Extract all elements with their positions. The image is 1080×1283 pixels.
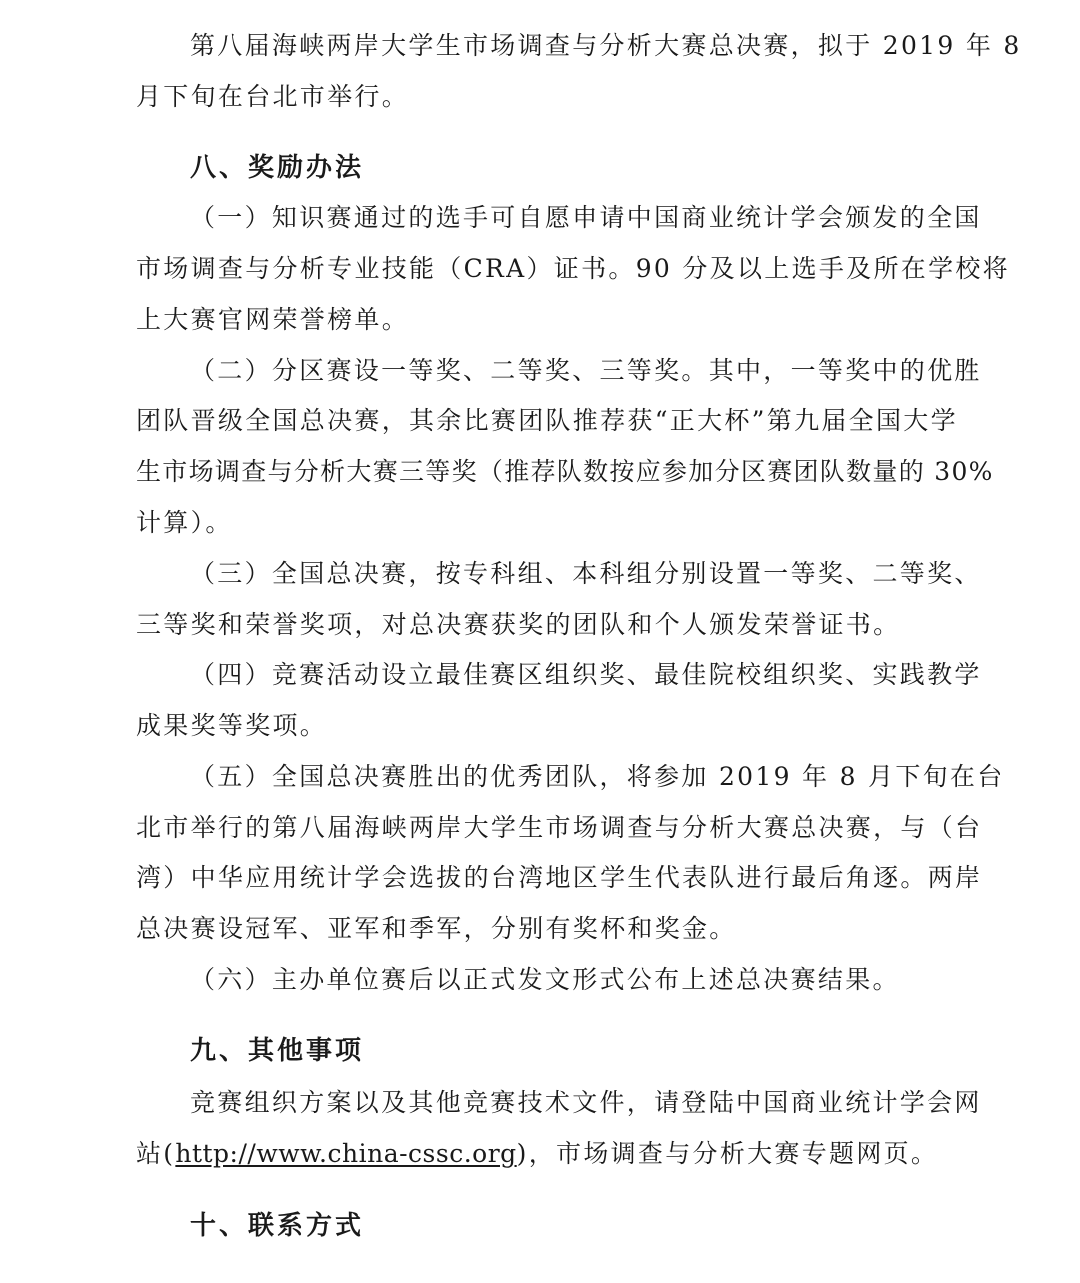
reward-item-1-line-3: 上大赛官网荣誉榜单。 bbox=[136, 305, 410, 334]
section-heading-contact: 十、联系方式 bbox=[190, 1211, 365, 1241]
reward-item-2-line-1: （二）分区赛设一等奖、二等奖、三等奖。其中，一等奖中的优胜 bbox=[190, 356, 982, 385]
intro-line-2: 月下旬在台北市举行。 bbox=[136, 82, 410, 111]
other-matters-line-1: 竞赛组织方案以及其他竞赛技术文件，请登陆中国商业统计学会网 bbox=[190, 1088, 982, 1117]
reward-item-3-line-1: （三）全国总决赛，按专科组、本科组分别设置一等奖、二等奖、 bbox=[190, 559, 982, 588]
other-matters-line-2-prefix: 站( bbox=[136, 1139, 176, 1168]
reward-item-2-line-3: 生市场调查与分析大赛三等奖（推荐队数按应参加分区赛团队数量的 30% bbox=[136, 457, 994, 486]
reward-item-5-line-3: 湾）中华应用统计学会选拔的台湾地区学生代表队进行最后角逐。两岸 bbox=[136, 863, 983, 892]
section-heading-other-matters: 九、其他事项 bbox=[190, 1036, 365, 1066]
reward-item-4-line-2: 成果奖等奖项。 bbox=[136, 711, 328, 740]
reward-item-2-line-4: 计算）。 bbox=[136, 508, 233, 537]
other-matters-line-2 bbox=[136, 1137, 996, 1171]
reward-item-1-line-2: 市场调查与分析专业技能（CRA）证书。90 分及以上选手及所在学校将 bbox=[136, 254, 1010, 283]
reward-item-6-line-1: （六）主办单位赛后以正式发文形式公布上述总决赛结果。 bbox=[190, 965, 900, 994]
reward-item-5-line-1: （五）全国总决赛胜出的优秀团队，将参加 2019 年 8 月下旬在台 bbox=[190, 762, 1005, 791]
reward-item-5-line-4: 总决赛设冠军、亚军和季军，分别有奖杯和奖金。 bbox=[136, 914, 737, 943]
other-matters-line-2-suffix: )，市场调查与分析大赛专题网页。 bbox=[516, 1139, 939, 1168]
reward-item-1-line-1: （一）知识赛通过的选手可自愿申请中国商业统计学会颁发的全国 bbox=[190, 203, 982, 232]
intro-line-1: 第八届海峡两岸大学生市场调查与分析大赛总决赛，拟于 2019 年 8 bbox=[190, 31, 1022, 60]
cssc-website-link[interactable]: http://www.china-cssc.org bbox=[175, 1139, 517, 1168]
reward-item-4-line-1: （四）竞赛活动设立最佳赛区组织奖、最佳院校组织奖、实践教学 bbox=[190, 660, 982, 689]
reward-item-2-line-2: 团队晋级全国总决赛，其余比赛团队推荐获“正大杯”第九届全国大学 bbox=[136, 406, 958, 435]
reward-item-5-line-2: 北市举行的第八届海峡两岸大学生市场调查与分析大赛总决赛，与（台 bbox=[136, 813, 983, 842]
reward-item-3-line-2: 三等奖和荣誉奖项，对总决赛获奖的团队和个人颁发荣誉证书。 bbox=[136, 610, 901, 639]
section-heading-rewards: 八、奖励办法 bbox=[190, 153, 365, 183]
